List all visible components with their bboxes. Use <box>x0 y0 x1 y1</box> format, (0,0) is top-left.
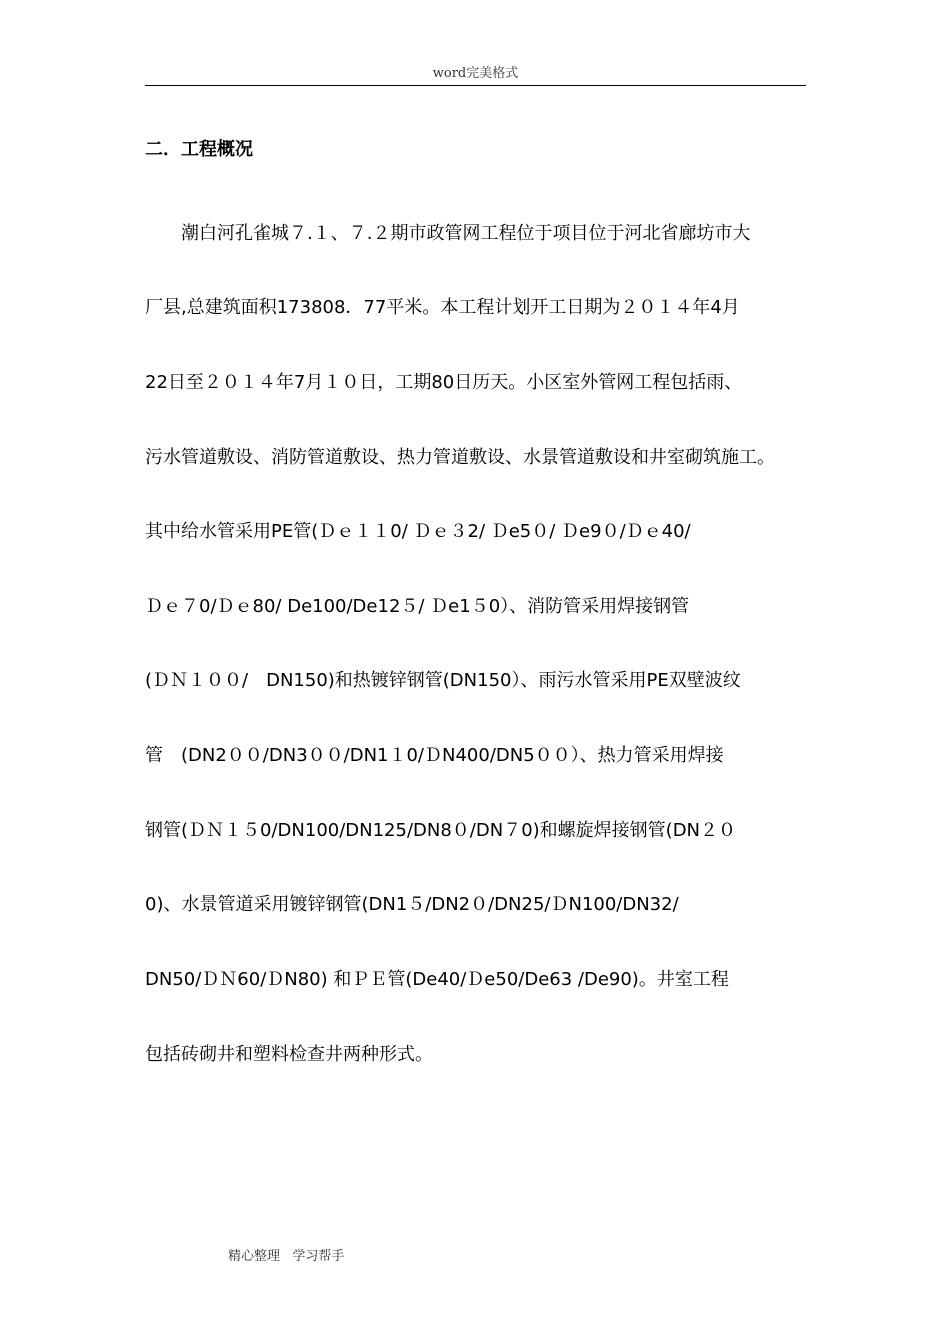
body-line: 污水管道敷设、消防管道敷设、热力管道敷设、水景管道敷设和井室砌筑施工。 <box>145 447 775 468</box>
header-rule <box>145 85 806 86</box>
body-line: 其中给水管采用PE管(Ｄｅ１１0/ Ｄｅ３2/ Ｄe5０/ Ｄe9０/Ｄｅ40/ <box>145 521 691 542</box>
body-line: 包括砖砌井和塑料检查井两种形式。 <box>145 1044 433 1065</box>
header-text: word完美格式 <box>432 66 519 81</box>
body-line: 0)、水景管道采用镀锌钢管(DN1５/DN2０/DN25/ＤN100/DN32/ <box>145 894 679 915</box>
section-title: 二．工程概况 <box>145 139 253 160</box>
body-line: 管 (DN2００/DN3００/DN1１0/ＤN400/DN5００）、热力管采用焊接 <box>145 745 724 766</box>
footer-text: 精心整理 学习帮手 <box>228 1249 345 1264</box>
body-line: 厂县,总建筑面积173808．77平米。本工程计划开工日期为２０１４年4月 <box>145 297 740 318</box>
body-line: Ｄｅ７0/Ｄｅ80/ De100/De12５/ Ｄe1５0）、消防管采用焊接钢管 <box>145 596 690 617</box>
body-line: (ＤＮ１００/ DN150)和热镀锌钢管(DN150）、雨污水管采用PE双壁波纹 <box>145 670 741 691</box>
body-line: DN50/ＤＮ60/ＤN80) 和ＰＥ管(De40/Ｄe50/De63 /De90)。井室工程 <box>145 969 729 990</box>
body-line: 潮白河孔雀城７.１、７.２期市政管网工程位于项目位于河北省廊坊市大 <box>145 223 751 244</box>
body-line: 钢管(ＤＮ１５0/DN100/DN125/DN8０/DN７0)和螺旋焊接钢管(DN２０ <box>145 820 737 841</box>
body-line: 22日至２０１４年7月１０日，工期80日历天。小区室外管网工程包括雨、 <box>145 372 743 393</box>
